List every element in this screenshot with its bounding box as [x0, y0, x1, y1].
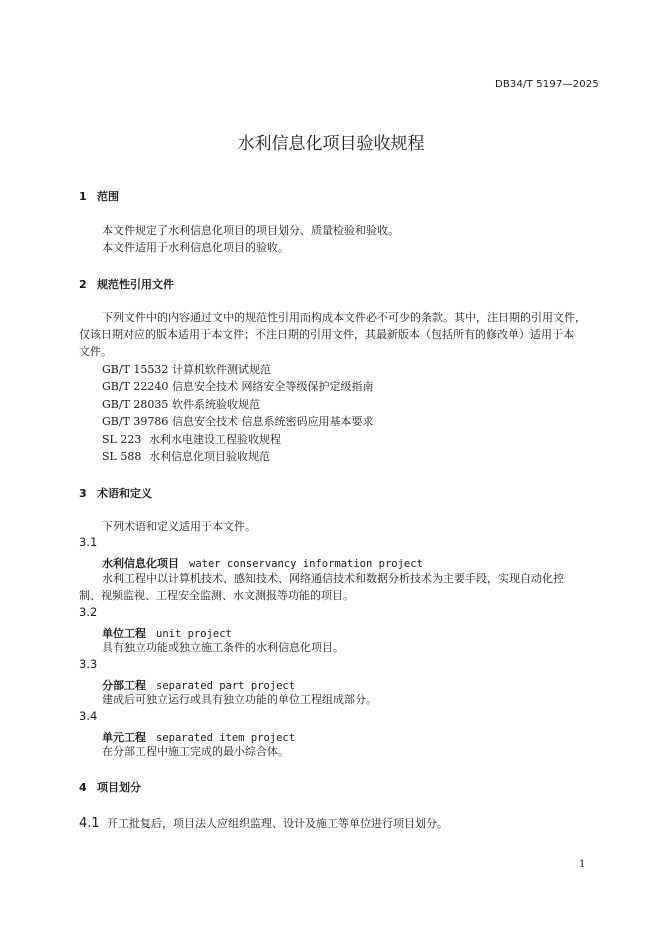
reference-title: 信息安全技术 信息系统密码应用基本要求	[172, 415, 374, 428]
term-definition: 建成后可独立运行或具有独立功能的单位工程组成部分。	[102, 693, 377, 706]
reference-item	[102, 361, 271, 377]
clause-number: 4.1	[79, 816, 100, 831]
section-title: 术语和定义	[97, 487, 152, 500]
clause-number: 3.2	[79, 605, 98, 619]
reference-code: GB/T 39786	[102, 415, 169, 428]
page-number: 1	[579, 859, 586, 870]
reference-item	[102, 431, 281, 447]
section-title: 规范性引用文件	[97, 278, 174, 291]
reference-title: 水利水电建设工程验收规程	[149, 433, 281, 446]
section-title: 项目划分	[97, 781, 141, 794]
section-number: 1	[79, 190, 87, 203]
term-definition: 在分部工程中施工完成的最小综合体。	[102, 745, 289, 758]
reference-item	[102, 413, 374, 429]
reference-title: 软件系统验收规范	[172, 398, 260, 411]
reference-code: SL 223	[102, 433, 142, 446]
term-en: water conservancy information project	[189, 558, 423, 570]
term-zh: 水利信息化项目	[102, 557, 179, 570]
reference-title: 水利信息化项目验收规范	[149, 450, 270, 463]
page-title: 水利信息化项目验收规程	[237, 134, 425, 154]
paragraph-line: 文件。	[79, 345, 112, 358]
section-2-heading	[79, 276, 174, 292]
reference-code: GB/T 22240	[102, 380, 169, 393]
section-number: 4	[79, 781, 87, 794]
paragraph: 下列术语和定义适用于本文件。	[102, 520, 256, 533]
term-zh: 单位工程	[102, 627, 146, 640]
section-3-heading	[79, 485, 152, 501]
term-definition: 具有独立功能或独立施工条件的水利信息化项目。	[102, 641, 344, 654]
paragraph-line: 下列文件中的内容通过文中的规范性引用而构成本文件必不可少的条款。其中，注日期的引用文件，	[102, 311, 586, 324]
term-definition: 制、视频监视、工程安全监测、水文测报等功能的项目。	[79, 589, 354, 602]
clause-number: 3.3	[79, 657, 98, 671]
section-number: 3	[79, 487, 87, 500]
reference-item	[102, 378, 374, 394]
reference-code: SL 588	[102, 450, 142, 463]
clause-number: 3.4	[79, 709, 98, 723]
reference-code: GB/T 28035	[102, 398, 169, 411]
reference-title: 计算机软件测试规范	[172, 363, 271, 376]
term-zh: 分部工程	[102, 679, 146, 692]
clause-text: 开工批复后，项目法人应组织监理、设计及施工等单位进行项目划分。	[107, 817, 448, 830]
section-title: 范围	[97, 190, 119, 203]
term-en: unit project	[156, 628, 232, 640]
term-en: separated item project	[156, 732, 296, 744]
section-4-heading	[79, 779, 141, 795]
clause-4-1	[79, 812, 448, 831]
paragraph-line: 仅该日期对应的版本适用于本文件；不注日期的引用文件，其最新版本（包括所有的修改单）适用于本	[79, 328, 574, 341]
section-number: 2	[79, 278, 87, 291]
term-definition: 水利工程中以计算机技术、感知技术、网络通信技术和数据分析技术为主要手段，实现自动化控	[102, 572, 564, 585]
reference-item	[102, 396, 260, 412]
term-zh: 单元工程	[102, 731, 146, 744]
section-1-heading	[79, 188, 119, 204]
document-code: DB34/T 5197—2025	[494, 79, 599, 90]
reference-title: 信息安全技术 网络安全等级保护定级指南	[172, 380, 374, 393]
reference-code: GB/T 15532	[102, 363, 169, 376]
paragraph: 本文件规定了水利信息化项目的项目划分、质量检验和验收。	[102, 224, 399, 237]
reference-item	[102, 448, 270, 464]
term-en: separated part project	[156, 680, 296, 692]
paragraph: 本文件适用于水利信息化项目的验收。	[102, 241, 289, 254]
clause-number: 3.1	[79, 535, 98, 549]
term-heading	[102, 552, 423, 571]
